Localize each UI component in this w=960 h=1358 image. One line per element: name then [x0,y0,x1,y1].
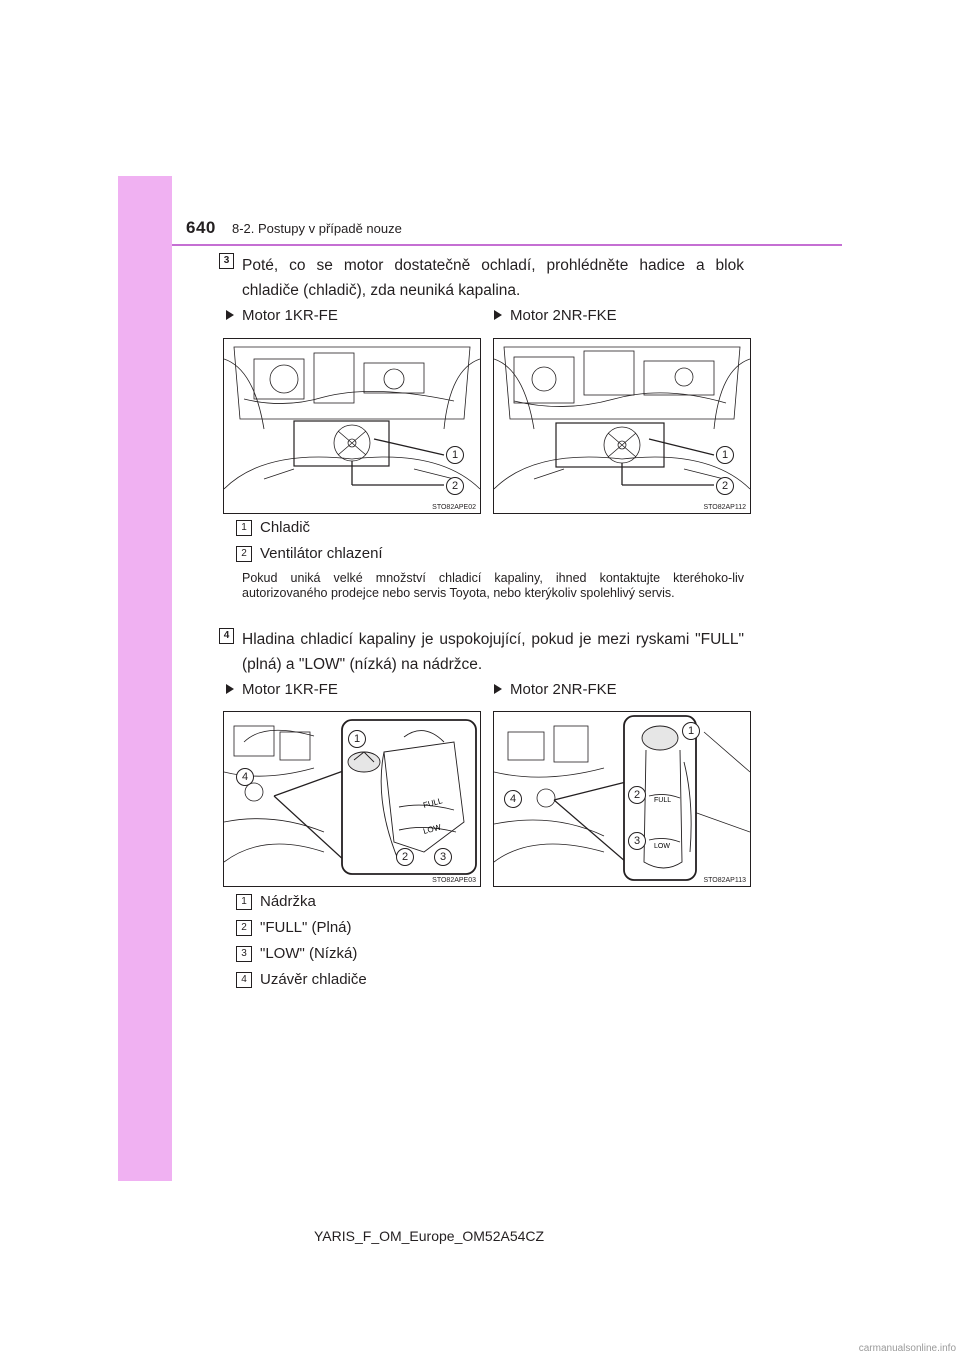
figure-code: STO82APE03 [432,877,476,884]
callout-3: 3 [434,848,452,866]
triangle-bullet-icon [494,310,502,320]
watermark-text: carmanualsonline.info [858,1343,956,1354]
engine-bay-illustration [494,339,750,513]
legend-label: Uzávěr chladiče [260,971,367,988]
callout-4: 4 [504,790,522,808]
leak-note: Pokud uniká velké množství chladicí kapaliny, ihned kontaktujte kteréhoko-liv autorizovaného prodejce nebo servis Toyota, nebo kterýkoliv spolehlivý servis. [242,571,744,600]
legend-number: 2 [236,920,252,936]
low-mark-text: LOW [654,843,670,850]
legend-number: 2 [236,546,252,562]
engine-label-1kr: Motor 1KR-FE [226,307,338,324]
legend-number: 1 [236,894,252,910]
step-number-3: 3 [219,253,234,269]
full-mark-text: FULL [654,797,672,804]
triangle-bullet-icon [226,684,234,694]
legend-label: "LOW" (Nízká) [260,945,358,962]
engine-label-2nr: Motor 2NR-FKE [494,681,617,698]
figure-code: STO82APE02 [432,504,476,511]
radiator-figure-2nr [493,338,751,514]
callout-1: 1 [348,730,366,748]
document-footer: YARIS_F_OM_Europe_OM52A54CZ [314,1228,545,1244]
legend-number: 1 [236,520,252,536]
engine-label-1kr: Motor 1KR-FE [226,681,338,698]
callout-1: 1 [716,446,734,464]
figure-code: STO82AP113 [703,877,746,884]
reservoir-illustration [494,712,750,886]
callout-2: 2 [628,786,646,804]
radiator-figure-1kr [223,338,481,514]
legend-label: Nádržka [260,893,316,910]
engine-bay-illustration [224,339,480,513]
callout-2: 2 [446,477,464,495]
callout-1: 1 [682,722,700,740]
triangle-bullet-icon [226,310,234,320]
legend-label: Ventilátor chlazení [260,545,383,562]
legend-label: "FULL" (Plná) [260,919,352,936]
callout-4: 4 [236,768,254,786]
page-number: 640 [186,218,216,237]
header-rule [172,244,842,246]
legend-number: 4 [236,972,252,988]
figure-code: STO82AP112 [703,504,746,511]
engine-label-2nr: Motor 2NR-FKE [494,307,617,324]
full-mark-text: FULL [422,796,444,810]
chapter-tab-sidebar [118,176,172,1181]
callout-2: 2 [716,477,734,495]
callout-3: 3 [628,832,646,850]
reservoir-figure-1kr [223,711,481,887]
low-mark-text: LOW [422,822,443,836]
step-3-text: Poté, co se motor dostatečně ochladí, prohlédněte hadice a blok chladiče (chladič), zda neuniká kapalina. [242,257,744,299]
step-number-4: 4 [219,628,234,644]
legend-label: Chladič [260,519,311,536]
reservoir-figure-2nr [493,711,751,887]
step-4-text: Hladina chladicí kapaliny je uspokojující, pokud je mezi ryskami "FULL" (plná) a "LOW" (nízká) na nádržce. [242,631,744,673]
callout-1: 1 [446,446,464,464]
section-title: 8-2. Postupy v případě nouze [232,221,402,236]
legend-number: 3 [236,946,252,962]
callout-2: 2 [396,848,414,866]
triangle-bullet-icon [494,684,502,694]
